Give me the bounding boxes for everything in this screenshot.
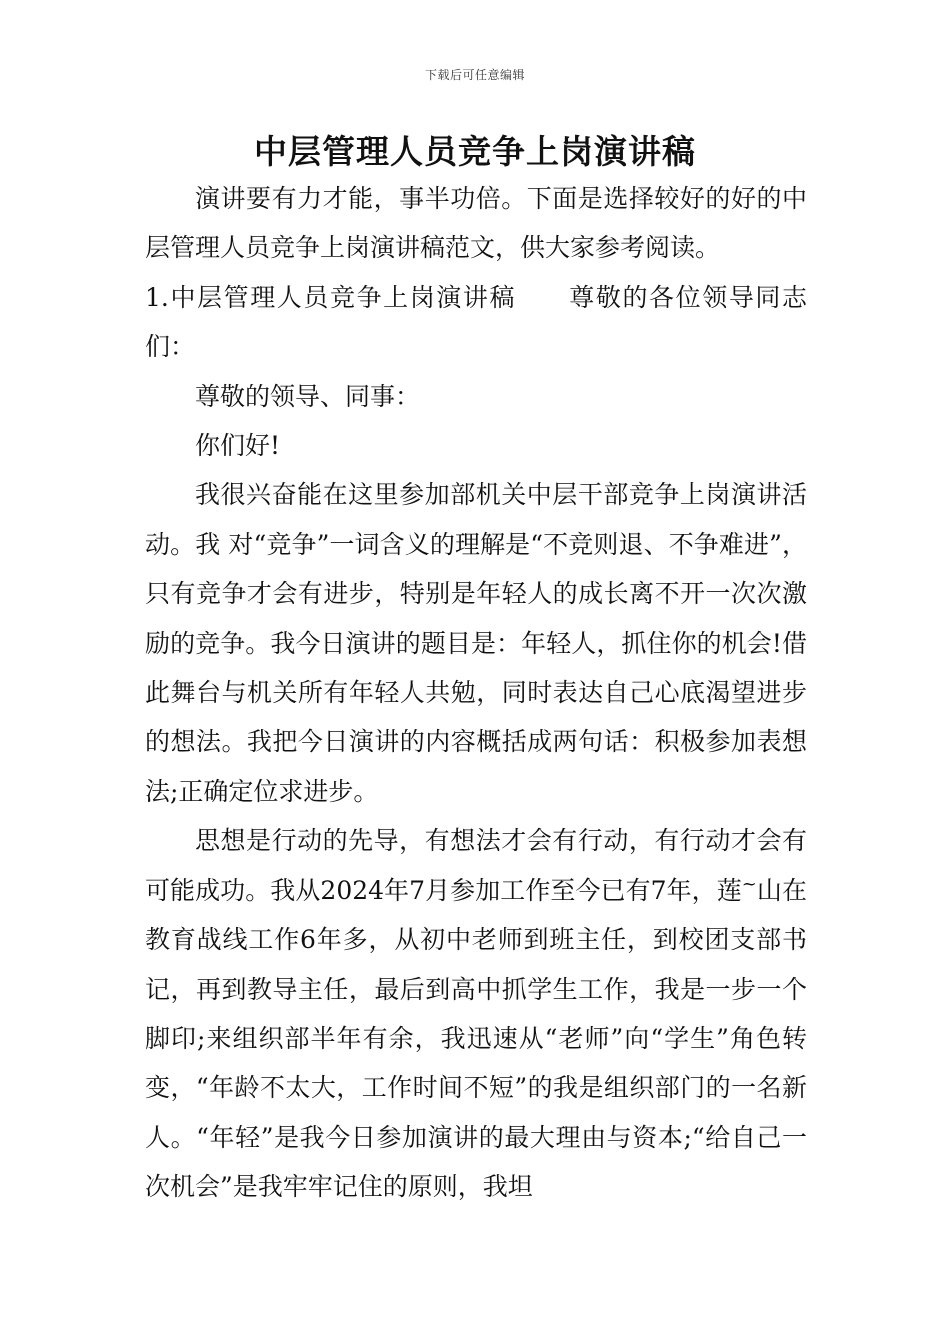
header-note: 下载后可任意编辑 <box>424 68 525 82</box>
paragraph-intro: 演讲要有力才能，事半功倍。下面是选择较好的好的中层管理人员竞争上岗演讲稿范文，供大家参考阅读。 <box>145 184 807 263</box>
paragraph-section-heading: 1.中层管理人员竞争上岗演讲稿 尊敬的各位领导同志们： <box>145 282 807 362</box>
paragraph-body-2-start: 思想是行动的先导，有想法才会有行动，有行动才会有可能成功。我从2024年7月参加工作至今已有7年，莲 <box>145 826 807 905</box>
document-body <box>145 174 807 1212</box>
tilde-mark: ~ <box>741 873 757 895</box>
paragraph-salutation: 尊敬的领导、同事： <box>195 381 421 411</box>
paragraph-body-1: 我很兴奋能在这里参加部机关中层干部竞争上岗演讲活动。我 对“竞争”一词含义的理解是“不竞则退、不争难进”，只有竞争才会有进步，特别是年轻人的成长离不开一次次激励的竞争。我今日演讲的题目是：年轻人，抓住你的机会!借此舞台与机关所有年轻人共勉，同时表达自己心底渴望进步的想法。我把今日演讲的内容概括成两句话：积极参加表想法;正确定位求进步。 <box>145 480 807 806</box>
document-title: 中层管理人员竞争上岗演讲稿 <box>254 132 696 171</box>
paragraph-greeting: 你们好! <box>195 431 281 461</box>
paragraph-body-2 <box>145 816 807 1211</box>
paragraph-body-2-rest: 山在教育战线工作6年多，从初中老师到班主任，到校团支部书记，再到教导主任，最后到高中抓学生工作，我是一步一个脚印;来组织部半年有余，我迅速从“老师”向“学生”角色转变，“年龄不太大，工作时间不短”的我是组织部门的一名新人。“年轻”是我今日参加演讲的最大理由与资本;“给自己一次机会”是我牢牢记住的原则，我坦 <box>145 875 807 1202</box>
